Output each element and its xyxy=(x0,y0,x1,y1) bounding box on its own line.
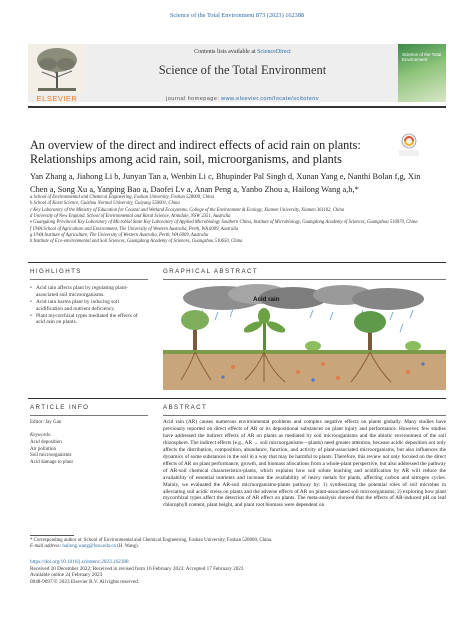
header-rule xyxy=(28,106,446,108)
affiliations xyxy=(30,195,440,246)
affiliation: h Institute of Eco-environmental and Soil Sciences, Guangdong Academy of Sciences, Guangzhou 510650, China xyxy=(30,239,243,245)
highlight-item: • Acid rain harms plant by inducing soil acidification and nutrient deficiency. xyxy=(30,299,138,312)
journal-cover-title: Science of the Total Environment xyxy=(402,52,442,62)
contents-available-line: Contents lists available at ScienceDirect xyxy=(194,49,291,55)
sciencedirect-link[interactable]: ScienceDirect xyxy=(257,49,291,55)
affiliation: g UWA Institute of Agriculture, The University of Western Australia, Perth, WA 6009, Australia xyxy=(30,233,209,239)
highlights-rule xyxy=(30,279,148,280)
corresponding-author: * Corresponding author at: School of Environmental and Chemical Engineering, Foshan University, Foshan 528000, China. xyxy=(30,538,273,543)
email-suffix: (H. Wang). xyxy=(115,544,139,550)
abstract-heading: ABSTRACT xyxy=(163,404,208,411)
article-title: An overview of the direct and indirect effects of acid rain on plants: Relationships among acid rain, soil, microorganisms, and plants xyxy=(30,138,361,166)
footnote-rule xyxy=(30,535,74,536)
graphical-abstract-label: Acid rain xyxy=(253,296,280,303)
keyword: Acid deposition xyxy=(30,440,62,445)
email-link[interactable]: hailong.wang@fosu.edu.cn xyxy=(62,544,116,550)
affiliation: b School of Karst Science, Guizhou Normal University, Guiyang 550001, China xyxy=(30,201,180,207)
received-dates: Received 20 December 2022; Received in revised form 16 February 2023; Accepted 17 February 2023 xyxy=(30,565,244,572)
affiliation: a School of Environmental and Chemical Engineering, Foshan University, Foshan 528000, China xyxy=(30,195,214,200)
affiliation: f UWA School of Agriculture and Environment, The University of Western Australia, Perth, WA 6009, Australia xyxy=(30,226,239,232)
graphical-abstract-heading: GRAPHICAL ABSTRACT xyxy=(163,268,259,275)
article-info-heading: ARTICLE INFO xyxy=(30,404,90,411)
keyword: Air pollution xyxy=(30,446,56,452)
graphical-abstract-figure xyxy=(163,282,446,390)
author-list: Yan Zhang a, Jiahong Li b, Junyan Tan a, Wenbin Li c, Bhupinder Pal Singh d, Xunan Yang e, Nanthi Bolan f,g, Xin Chen a, Song Xu a, Yanping Bao a, Daofei Lv a, Anan Peng a, Yanbo Zhou a, Hailong Wang a,h,* xyxy=(30,172,421,194)
journal-reference[interactable]: Science of the Total Environment 873 (2023) 162388 xyxy=(169,12,305,19)
highlights-list xyxy=(30,285,138,326)
affiliation: d University of New England, School of Environmental and Rural Science, Armidale, NSW 2351, Australia xyxy=(30,214,231,220)
copyright: 0048-9697/© 2023 Elsevier B.V. All rights reserved. xyxy=(30,578,140,585)
keyword: Acid damage to plant xyxy=(30,459,73,465)
affiliation: e Guangdong Provincial Key Laboratory of Microbial State Key Laboratory of Applied Microbiology Southern China, Institute of Microbiology, Guangdong Academy of Sciences, Guangzhou 510070, China xyxy=(30,220,418,226)
highlight-item: • Plant mycorrhizal types mediated the effects of acid rain on plants. xyxy=(30,313,138,326)
keyword: Soil microorganisms xyxy=(30,453,72,459)
corresponding-author-footnote xyxy=(30,538,446,551)
article-info-rule xyxy=(30,415,148,416)
homepage-link[interactable]: www.elsevier.com/locate/scitotenv xyxy=(221,96,319,102)
section-rule xyxy=(28,262,446,263)
keywords-label: Keywords: xyxy=(30,433,52,438)
abstract-text: Acid rain (AR) causes numerous environmental problems and complex negative effects on plants globally. Many studies have previously reported on direct effects of AR or its depositional substances on plant injury and performance. However, few studies have addressed the indirect effects of AR on plants as mediated by soil microorganisms and the abiotic environment of the soil rhizosphere. The indirect effects (e.g., AR → soil microorganisms—plants) need greater attention, because acidic deposition not only affects the distribution, composition, abundance, function, and activity of plant-associated microorganisms, but also influences the dynamics of some substances in the soil in a way that may be harmful to plants. Therefore, this review not only focused on the direct effects of AR on plant performance, growth, and biomass allocations from a whole-plant perspective, but also addressed the pathway of AR-soil chemical characteristics-plants, which explains how soil solute leaching and acidification by AR will reduce the availability of essential nutrients and increase the availability of heavy metals for plants, affecting carbon and nitrogen cycles. Mainly, we evaluated the AR-soil microorganisms-plants pathway by: 1) synthesizing the potential roles of soil microbes in alleviating soil acidic stress on plants and the adverse effects of AR on plant-associated soil microorganisms; 2) exploring how plant mycorrhizal types affect the detection of AR effect on plants. The meta-analysis showed that the effects of AR-induced pH on leaf chlorophyll content, plant height, and plant root biomass were dependent on xyxy=(163,419,446,509)
publisher-logo-text: ELSEVIER xyxy=(36,94,78,103)
journal-title: Science of the Total Environment xyxy=(158,63,327,77)
graphical-abstract-rule xyxy=(163,279,446,280)
keywords-list xyxy=(30,440,138,466)
highlights-heading: HIGHLIGHTS xyxy=(30,268,82,275)
editor-line: Editor: Jay Gan xyxy=(30,420,62,425)
article-history xyxy=(30,559,446,585)
check-for-updates-icon[interactable] xyxy=(397,132,421,158)
section-rule xyxy=(28,398,446,399)
doi-link[interactable]: https://doi.org/10.1016/j.scitotenv.2023.162388 xyxy=(30,559,129,565)
affiliation: c Key Laboratory of the Ministry of Education for Coastal and Wetland Ecosystems, College of the Environment & Ecology, Xiamen University, Xiamen 361102, China xyxy=(30,207,345,213)
abstract-rule xyxy=(163,415,446,416)
email-label: E-mail address: xyxy=(30,544,63,550)
highlight-item: • Acid rain affects plant by regulating plant-associated soil microorganisms. xyxy=(30,285,138,298)
available-online: Available online 24 February 2023 xyxy=(30,572,103,579)
journal-homepage: journal homepage: www.elsevier.com/locate/scitotenv xyxy=(166,96,319,102)
